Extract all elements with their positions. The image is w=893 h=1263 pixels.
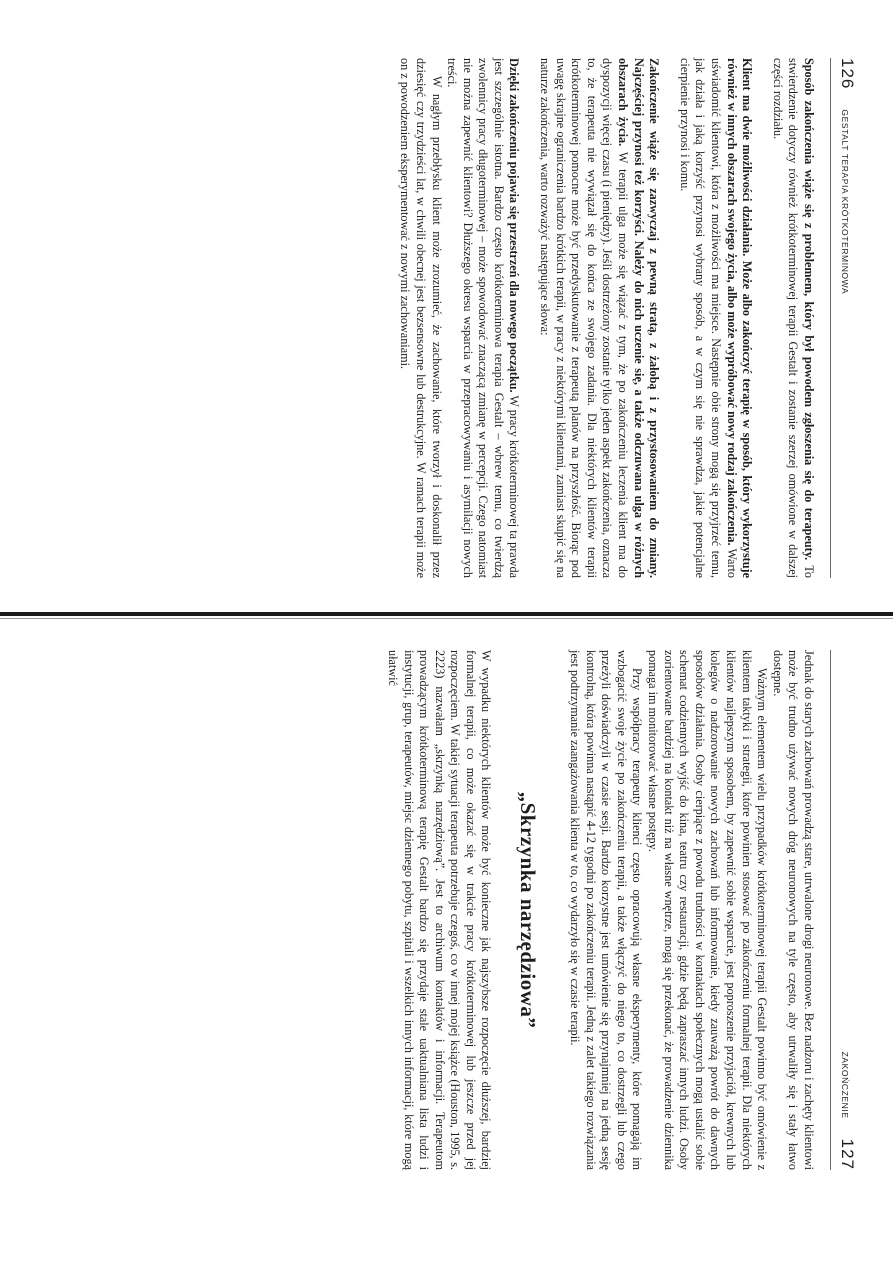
right-page [384, 650, 857, 1170]
left-page-number: 126 [838, 58, 857, 90]
right-running-title: ZAKOŃCZENIE [840, 1051, 850, 1119]
paragraph: W wypadku niektórych klientów może być konieczne jak najszybsze rozpoczęcie dłuższej, bardziej formalnej terapii, co może okazać się w trakcie pracy krótkoterminowej lub jeszcze przed jej rozpoczęciem. W takiej sytuacji terapeuta potrzebuje czegoś, co w innej mojej książce (Houston, 1995, s. 2223) nazwałam „skrzynką narzędziową”. Jest to archiwum kontaktów i informacji. Terapeutom prowadzącym krótkoterminową terapię Gestalt bardzo się przydaje stale uaktualniana lista ludzi i instytucji, grup, terapeutów, miejsc dziennego pobytu, szpitali i wszelkich innych informacji, które mogą ułatwić [385, 650, 494, 1170]
right-page-number: 127 [838, 1138, 857, 1170]
paragraph: Sposób zakończenia wiąże się z problemem, który był powodem zgłoszenia się do terapeuty. To stwierdzenie dotyczy również krótkoterminowej terapii Gestalt i zostanie szerzej omówione w dalszej części rozdziału. [770, 58, 816, 578]
section-heading: „Skrzynka narzędziowa” [516, 791, 541, 1029]
left-running-title: GESTALT TERAPIA KRÓTKOTERMINOWA [840, 109, 850, 295]
paragraph: Ważnym elementem wielu przypadków krótkoterminowej terapii Gestalt powinno być omówienie z klientem taktyki i strategii, które powinien stosować po zakończeniu formalnej terapii. Dla niektórych klientów najlepszym sposobem, by zapewnić sobie wsparcie, jest poproszenie przyjaciół, krewnych lub kolegów o nadzorowanie nowych zachowań lub informowanie, kiedy zauważą powrót do dawnych sposobów działania. Osoby cierpiące z powodu trudności w kontaktach społecznych mogą ustalić sobie schemat codziennych wyjść do kina, teatru czy restauracji, gdzie będą zapraszać innych ludzi. Osoby zorientowane bardziej na kontakt niż na własne wnętrze, mogą się przekonać, że prowadzenie dziennika pomaga im monitorować własne postępy. [646, 650, 770, 1170]
paragraph: Dzięki zakończeniu pojawia się przestrzeń dla nowego początku. W pracy krótkoterminowej ta prawda jest szczególnie istotna. Bardzo często krótkoterminowa terapia Gestalt – wbrew temu, co twierdzą zwolennicy pracy długoterminowej – może spowodować znaczącą zmianę w percepcji. Czego natomiast nie można zapewnić klientowi? Dłuższego okresu wsparcia w przepracowywaniu i asymilacji nowych treści. [445, 58, 522, 578]
left-page [397, 58, 857, 578]
paragraph: Zakończenie wiąże się zazwyczaj z pewną stratą, z żałobą i z przystosowaniem do zmiany. Najczęściej przynosi też korzyści. Należy do nich uczenie się, a także odczuwana ulga w różnych obszarach życia. W terapii ulga może się wiązać z tym, że po zakończeniu leczenia klient ma do dyspozycji więcej czasu (i pieniędzy). Jeśli dostrzeżony zostanie tylko jeden aspekt zakończenia, oznacza to, że terapeuta nie wywiązał się do końca ze swojego zadania. Dla niektórych klientów terapii krótkoterminowej pomocne może być przedyskutowanie z terapeutą planów na przyszłość. Biorąc pod uwagę skrajne ograniczenia bardzo krótkich terapii, w pracy z niektórymi klientami, zamiast skupić się na naturze zakończenia, warto rozważyć następujące słowa: [538, 58, 662, 578]
book-gutter-edge [0, 618, 893, 619]
left-running-head [830, 58, 857, 578]
book-gutter [0, 612, 893, 616]
paragraph: Jednak do starych zachowań prowadzą stare, utrwalone drogi neuronowe. Bez nadzoru i zachęty klientowi może być trudno używać nowych dróg neuronowych na tyle często, aby utrwaliły się i stały łatwo dostępne. [770, 650, 816, 1170]
paragraph: Przy współpracy terapeuty klienci często opracowują własne eksperymenty, które pomagają im wzbogacić swoje życie po zakończeniu terapii, a także włączyć do niego to, co dostrzegli lub czego przeżyli doświadczyli w czasie sesji. Bardzo korzystne jest umówienie się przynajmniej na jedną sesję kontrolną, która powinna nastąpić 4-12 tygodni po zakończeniu terapii. Jedną z zalet takiego rozwiązania jest podtrzymanie zaangażowania klienta w to, co wydarzyło się w czasie terapii. [568, 650, 645, 1170]
paragraph: Klient ma dwie możliwości działania. Może albo zakończyć terapię w sposób, który wykorzystuje również w innych obszarach swojego życia, albo może wypróbować nowy rodzaj zakończenia. Warto uświadomić klientowi, która z możliwości ma miejsce. Następnie obie strony mogą się przyjrzeć temu, jak działa i jaką korzyść przynosi wybrany sposób, a w czym się nie sprawdza, jakie potencjalne cierpienie przynosi i komu. [677, 58, 755, 578]
paragraph: W nagłym przebłysku klient może zrozumieć, że zachowanie, które tworzył i doskonalił przez dziesięć czy trzydzieści lat, w chwili obecnej jest bezsensowne lub destrukcyjne. W ramach terapii może on z powodzeniem eksperymentować z nowymi zachowaniami. [398, 58, 444, 578]
right-running-head [830, 650, 857, 1170]
